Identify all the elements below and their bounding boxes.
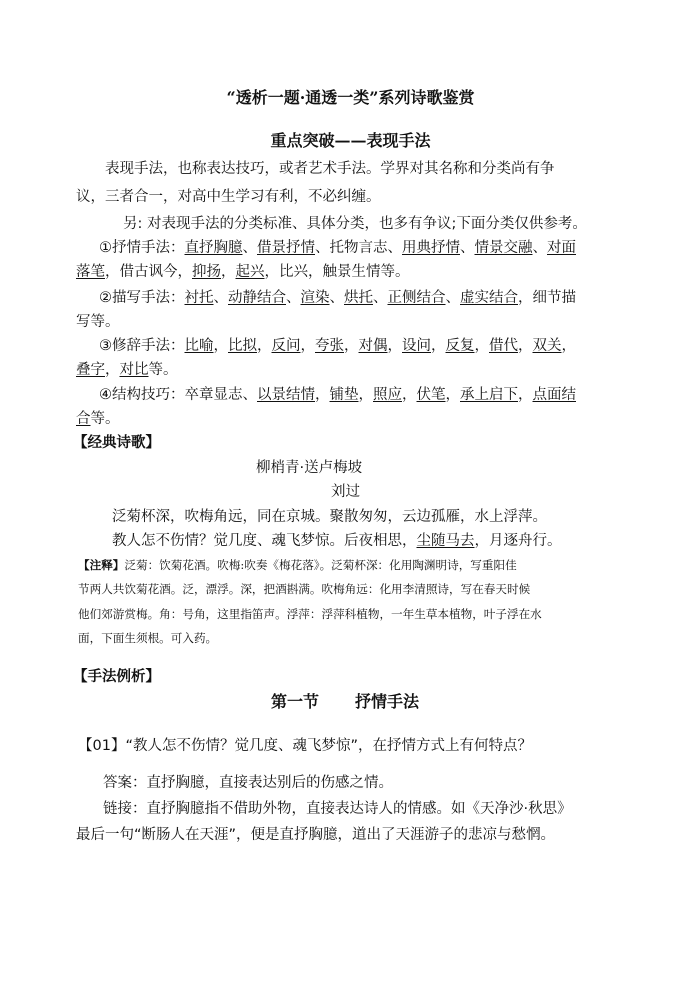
term: 伏笔 [416, 387, 446, 403]
document-title: “透析一题·通透一类”系列诗歌鉴赏 [226, 88, 475, 107]
poem-line-1: 泛菊杯深，吹梅角远，同在京城。聚散匆匆，云边孤雁，水上浮萍。 [112, 509, 547, 525]
term: 夸张 [315, 338, 344, 354]
answer-text: 答案：直抒胸臆，直接表达别后的伤感之情。 [103, 775, 393, 791]
term: 对比 [119, 362, 149, 378]
term: 设问 [402, 338, 431, 354]
intro-line-1: 表现手法，也称表达技巧，或者艺术手法。学界对其名称和分类尚有争 [105, 161, 555, 177]
term: 直抒胸臆 [184, 240, 243, 256]
term: 对偶 [358, 338, 388, 354]
term: 承上启下 [460, 387, 518, 403]
section-heading: 第一节 抒情手法 [271, 692, 420, 711]
annotation-line-2: 节两人共饮菊花酒。泛，漂浮。深，把酒斟满。吹梅角远：化用李清照诗，写在春天时候 [78, 582, 531, 596]
term: 借代 [489, 338, 518, 354]
term: 情景交融 [474, 240, 533, 256]
annotation-line-3: 他们郊游赏梅。角：号角，这里指笛声。浮萍：浮萍科植物，一年生草本植物，叶子浮在水 [78, 607, 542, 621]
section-title: 重点突破——表现手法 [270, 131, 431, 150]
term: 合 [76, 411, 91, 427]
term: 动静结合 [228, 290, 286, 306]
category-description-cont: 写等。 [76, 314, 120, 330]
category-rhetoric: ③修辞手法：比喻，比拟，反问，夸张，对偶，设问，反复，借代，双关， [99, 338, 576, 354]
term: 尘随马去 [416, 533, 475, 549]
classic-poem-heading: 【经典诗歌】 [73, 435, 160, 451]
term: 双关 [532, 338, 562, 354]
poem-title: 柳梢青·送卢梅坡 [256, 460, 363, 476]
term: 反问 [271, 338, 301, 354]
term: 点面结 [532, 387, 576, 403]
term: 渲染 [300, 290, 330, 306]
intro-line-3: 另: 对表现手法的分类标准、具体分类，也多有争议;下面分类仅供参考。 [123, 216, 587, 232]
category-lyric: ①抒情手法：直抒胸臆、借景抒情、托物言志、用典抒情、情景交融、对面 [99, 240, 576, 256]
term: 对面 [547, 240, 576, 256]
category-structure-cont: 合等。 [76, 411, 120, 427]
question-text: 【01】“教人怎不伤情？觉几度、魂飞梦惊”，在抒情方式上有何特点？ [78, 738, 532, 754]
poem-line-2: 教人怎不伤情？觉几度、魂飞梦惊。后夜相思，尘随马去，月逐舟行。 [112, 533, 562, 549]
term: 铺垫 [329, 387, 359, 403]
category-rhetoric-cont: 叠字，对比等。 [76, 362, 178, 378]
term: 起兴 [235, 264, 265, 280]
term: 照应 [373, 387, 402, 403]
term: 落笔 [76, 264, 105, 280]
term: 比喻 [184, 338, 214, 354]
term: 衬托 [184, 290, 214, 306]
term: 以景结情 [257, 387, 315, 403]
term: 叠字 [76, 362, 105, 378]
category-description: ②描写手法：衬托、动静结合、渲染、烘托、正侧结合、虚实结合，细节描 [99, 290, 576, 306]
annotation-line-1: 【注释】泛菊：饮菊花酒。吹梅:吹奏《梅花落》。泛菊杯深：化用陶渊明诗，写重阳佳 [78, 558, 517, 572]
term: 烘托 [344, 290, 373, 306]
link-line-1: 链接：直抒胸臆指不借助外物，直接表达诗人的情感。如《天净沙·秋思》 [103, 801, 572, 817]
link-line-2: 最后一句“断肠人在天涯”，便是直抒胸臆，道出了天涯游子的悲凉与愁惘。 [76, 827, 556, 843]
category-structure: ④结构技巧：卒章显志、以景结情，铺垫，照应，伏笔，承上启下，点面结 [99, 387, 576, 403]
annotation-label: 【注释】 [78, 558, 125, 572]
term: 抑扬 [192, 264, 221, 280]
term: 反复 [445, 338, 475, 354]
term: 虚实结合 [460, 290, 518, 306]
intro-line-2: 议，三者合一，对高中生学习有利，不必纠缠。 [76, 189, 381, 205]
term: 用典抒情 [402, 240, 460, 256]
term: 借景抒情 [257, 240, 315, 256]
annotation-line-4: 面，下面生须根。可入药。 [78, 631, 218, 645]
category-lyric-cont: 落笔，借古讽今，抑扬，起兴，比兴，触景生情等。 [76, 264, 410, 280]
term: 正侧结合 [387, 290, 446, 306]
term: 比拟 [228, 338, 257, 354]
method-analysis-heading: 【手法例析】 [73, 669, 160, 685]
poem-author: 刘过 [331, 484, 360, 500]
